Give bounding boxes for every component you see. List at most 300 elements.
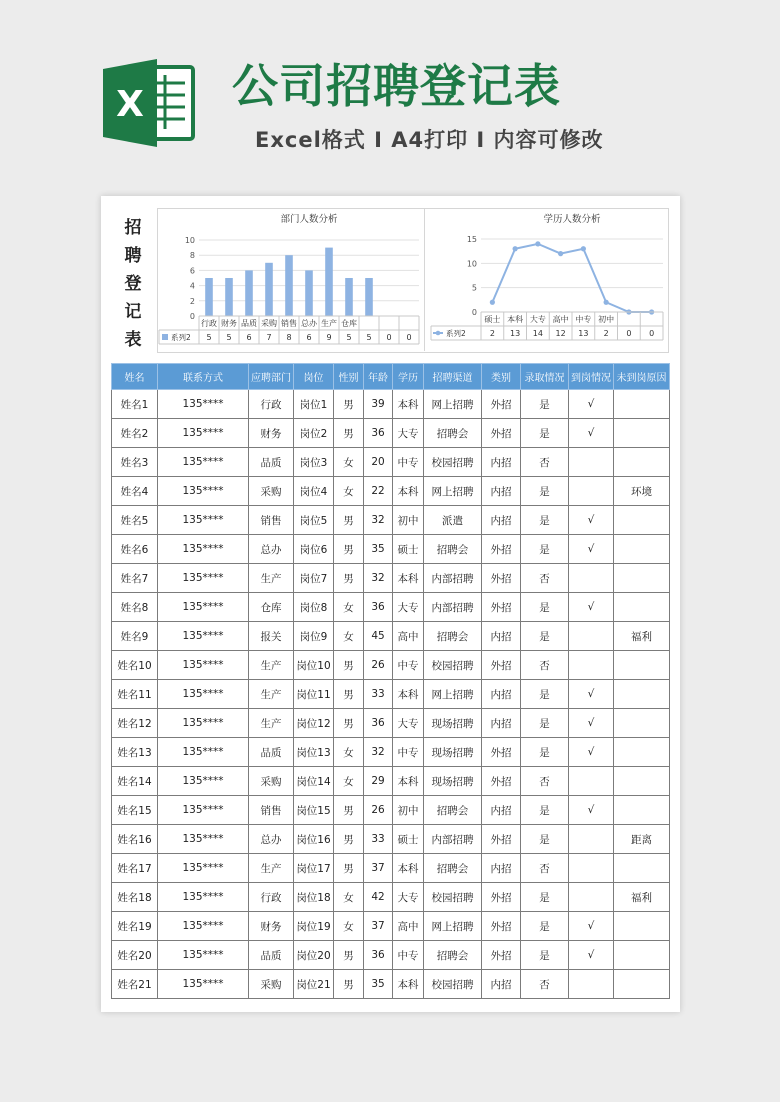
x-category-label: 品质 (241, 319, 257, 328)
cell-name[interactable]: 姓名14 (112, 767, 158, 796)
cell-position[interactable]: 岗位11 (294, 680, 334, 709)
cell-channel[interactable]: 招聘会 (424, 419, 482, 448)
cell-admission[interactable]: 是 (521, 709, 569, 738)
cell-absence-reason[interactable] (614, 651, 670, 680)
cell-arrival[interactable]: √ (569, 535, 614, 564)
column-header-education[interactable]: 学历 (393, 364, 424, 390)
cell-admission[interactable]: 否 (521, 970, 569, 999)
cell-contact[interactable]: 135**** (158, 477, 249, 506)
cell-category[interactable]: 外招 (482, 825, 521, 854)
cell-contact[interactable]: 135**** (158, 390, 249, 419)
cell-department[interactable]: 销售 (249, 506, 294, 535)
cell-education[interactable]: 本科 (393, 680, 424, 709)
cell-admission[interactable]: 否 (521, 651, 569, 680)
column-header-gender[interactable]: 性别 (334, 364, 364, 390)
cell-contact[interactable]: 135**** (158, 738, 249, 767)
cell-absence-reason[interactable] (614, 912, 670, 941)
column-header-position[interactable]: 岗位 (294, 364, 334, 390)
cell-channel[interactable]: 现场招聘 (424, 709, 482, 738)
cell-contact[interactable]: 135**** (158, 535, 249, 564)
cell-education[interactable]: 本科 (393, 767, 424, 796)
cell-gender[interactable]: 女 (334, 593, 364, 622)
cell-arrival[interactable] (569, 883, 614, 912)
cell-position[interactable]: 岗位14 (294, 767, 334, 796)
cell-education[interactable]: 初中 (393, 796, 424, 825)
cell-age[interactable]: 22 (364, 477, 393, 506)
cell-age[interactable]: 45 (364, 622, 393, 651)
chart-title: 部门人数分析 (280, 214, 338, 225)
cell-gender[interactable]: 女 (334, 477, 364, 506)
cell-category[interactable]: 内招 (482, 622, 521, 651)
cell-category[interactable]: 外招 (482, 883, 521, 912)
cell-gender[interactable]: 男 (334, 709, 364, 738)
cell-department[interactable]: 采购 (249, 767, 294, 796)
cell-arrival[interactable]: √ (569, 738, 614, 767)
x-category-label: 高中 (552, 315, 569, 324)
y-tick-label: 0 (471, 308, 477, 317)
data-value-label: 0 (649, 329, 655, 338)
cell-admission[interactable]: 是 (521, 593, 569, 622)
cell-education[interactable]: 大专 (393, 883, 424, 912)
cell-gender[interactable]: 女 (334, 448, 364, 477)
cell-absence-reason[interactable] (614, 709, 670, 738)
cell-name[interactable]: 姓名19 (112, 912, 158, 941)
cell-admission[interactable]: 是 (521, 738, 569, 767)
cell-age[interactable]: 36 (364, 941, 393, 970)
cell-absence-reason[interactable]: 环境 (614, 477, 670, 506)
cell-category[interactable]: 外招 (482, 419, 521, 448)
cell-name[interactable]: 姓名10 (112, 651, 158, 680)
cell-department[interactable]: 行政 (249, 883, 294, 912)
cell-arrival[interactable] (569, 767, 614, 796)
cell-name[interactable]: 姓名4 (112, 477, 158, 506)
cell-age[interactable]: 42 (364, 883, 393, 912)
cell-gender[interactable]: 女 (334, 883, 364, 912)
cell-position[interactable]: 岗位1 (294, 390, 334, 419)
cell-category[interactable]: 外招 (482, 564, 521, 593)
cell-channel[interactable]: 招聘会 (424, 622, 482, 651)
cell-gender[interactable]: 女 (334, 912, 364, 941)
cell-admission[interactable]: 是 (521, 477, 569, 506)
cell-age[interactable]: 32 (364, 738, 393, 767)
cell-category[interactable]: 外招 (482, 390, 521, 419)
cell-name[interactable]: 姓名12 (112, 709, 158, 738)
cell-channel[interactable]: 招聘会 (424, 535, 482, 564)
cell-arrival[interactable] (569, 448, 614, 477)
cell-arrival[interactable]: √ (569, 593, 614, 622)
cell-contact[interactable]: 135**** (158, 825, 249, 854)
cell-department[interactable]: 生产 (249, 709, 294, 738)
cell-education[interactable]: 硕士 (393, 825, 424, 854)
cell-age[interactable]: 32 (364, 564, 393, 593)
cell-education[interactable]: 本科 (393, 564, 424, 593)
cell-education[interactable]: 高中 (393, 622, 424, 651)
cell-education[interactable]: 高中 (393, 912, 424, 941)
x-category-label: 采购 (261, 319, 277, 328)
cell-contact[interactable]: 135**** (158, 767, 249, 796)
cell-absence-reason[interactable] (614, 767, 670, 796)
cell-gender[interactable]: 男 (334, 680, 364, 709)
cell-admission[interactable]: 是 (521, 622, 569, 651)
excel-logo-icon (101, 57, 197, 149)
cell-education[interactable]: 本科 (393, 970, 424, 999)
cell-age[interactable]: 36 (364, 593, 393, 622)
cell-gender[interactable]: 男 (334, 506, 364, 535)
cell-gender[interactable]: 男 (334, 651, 364, 680)
cell-education[interactable]: 中专 (393, 941, 424, 970)
cell-absence-reason[interactable]: 距离 (614, 825, 670, 854)
cell-name[interactable]: 姓名13 (112, 738, 158, 767)
cell-department[interactable]: 财务 (249, 912, 294, 941)
column-header-absence-reason[interactable]: 未到岗原因 (614, 364, 670, 390)
cell-channel[interactable]: 内部招聘 (424, 564, 482, 593)
cell-arrival[interactable] (569, 622, 614, 651)
cell-age[interactable]: 26 (364, 796, 393, 825)
cell-contact[interactable]: 135**** (158, 448, 249, 477)
cell-contact[interactable]: 135**** (158, 941, 249, 970)
y-tick-label: 10 (184, 236, 195, 245)
cell-channel[interactable]: 招聘会 (424, 854, 482, 883)
cell-education[interactable]: 硕士 (393, 535, 424, 564)
cell-gender[interactable]: 男 (334, 390, 364, 419)
cell-arrival[interactable]: √ (569, 912, 614, 941)
cell-education[interactable]: 大专 (393, 593, 424, 622)
cell-category[interactable]: 内招 (482, 448, 521, 477)
cell-arrival[interactable] (569, 854, 614, 883)
cell-category[interactable]: 外招 (482, 651, 521, 680)
cell-gender[interactable]: 男 (334, 825, 364, 854)
department-bar-chart[interactable] (157, 208, 423, 350)
cell-category[interactable]: 外招 (482, 941, 521, 970)
data-value-label: 7 (266, 333, 272, 342)
cell-absence-reason[interactable] (614, 448, 670, 477)
cell-department[interactable]: 生产 (249, 854, 294, 883)
cell-age[interactable]: 29 (364, 767, 393, 796)
cell-channel[interactable]: 网上招聘 (424, 912, 482, 941)
cell-channel[interactable]: 内部招聘 (424, 593, 482, 622)
cell-position[interactable]: 岗位20 (294, 941, 334, 970)
cell-department[interactable]: 总办 (249, 535, 294, 564)
data-value-label: 8 (286, 333, 292, 342)
cell-gender[interactable]: 女 (334, 622, 364, 651)
cell-arrival[interactable]: √ (569, 419, 614, 448)
cell-name[interactable]: 姓名21 (112, 970, 158, 999)
cell-age[interactable]: 35 (364, 535, 393, 564)
cell-age[interactable]: 35 (364, 970, 393, 999)
cell-department[interactable]: 品质 (249, 448, 294, 477)
data-point (604, 300, 609, 305)
cell-position[interactable]: 岗位18 (294, 883, 334, 912)
cell-age[interactable]: 32 (364, 506, 393, 535)
cell-position[interactable]: 岗位16 (294, 825, 334, 854)
cell-position[interactable]: 岗位4 (294, 477, 334, 506)
data-point (535, 241, 540, 246)
column-header-admission[interactable]: 录取情况 (521, 364, 569, 390)
y-tick-label: 6 (189, 266, 195, 276)
cell-department[interactable]: 仓库 (249, 593, 294, 622)
cell-channel[interactable]: 内部招聘 (424, 825, 482, 854)
cell-absence-reason[interactable] (614, 419, 670, 448)
cell-absence-reason[interactable] (614, 680, 670, 709)
column-header-channel[interactable]: 招聘渠道 (424, 364, 482, 390)
data-point (558, 251, 563, 256)
data-point (490, 300, 495, 305)
cell-category[interactable]: 内招 (482, 506, 521, 535)
cell-arrival[interactable]: √ (569, 390, 614, 419)
cell-position[interactable]: 岗位3 (294, 448, 334, 477)
cell-arrival[interactable]: √ (569, 796, 614, 825)
cell-name[interactable]: 姓名11 (112, 680, 158, 709)
column-header-department[interactable]: 应聘部门 (249, 364, 294, 390)
cell-name[interactable]: 姓名20 (112, 941, 158, 970)
cell-admission[interactable]: 否 (521, 767, 569, 796)
y-tick-label: 5 (471, 283, 477, 293)
cell-age[interactable]: 36 (364, 419, 393, 448)
cell-department[interactable]: 销售 (249, 796, 294, 825)
cell-position[interactable]: 岗位13 (294, 738, 334, 767)
cell-gender[interactable]: 男 (334, 970, 364, 999)
table-row (112, 854, 670, 883)
cell-arrival[interactable]: √ (569, 709, 614, 738)
cell-gender[interactable]: 男 (334, 854, 364, 883)
cell-education[interactable]: 中专 (393, 448, 424, 477)
cell-name[interactable]: 姓名9 (112, 622, 158, 651)
cell-arrival[interactable]: √ (569, 680, 614, 709)
cell-age[interactable]: 37 (364, 912, 393, 941)
cell-department[interactable]: 品质 (249, 941, 294, 970)
cell-age[interactable]: 20 (364, 448, 393, 477)
cell-position[interactable]: 岗位6 (294, 535, 334, 564)
data-value-label: 14 (532, 329, 543, 338)
cell-department[interactable]: 财务 (249, 419, 294, 448)
cell-admission[interactable]: 是 (521, 796, 569, 825)
cell-arrival[interactable]: √ (569, 506, 614, 535)
cell-contact[interactable]: 135**** (158, 651, 249, 680)
cell-age[interactable]: 26 (364, 651, 393, 680)
cell-channel[interactable]: 招聘会 (424, 941, 482, 970)
cell-age[interactable]: 33 (364, 680, 393, 709)
cell-channel[interactable]: 校园招聘 (424, 651, 482, 680)
cell-position[interactable]: 岗位2 (294, 419, 334, 448)
cell-admission[interactable]: 是 (521, 825, 569, 854)
cell-absence-reason[interactable] (614, 738, 670, 767)
cell-name[interactable]: 姓名16 (112, 825, 158, 854)
cell-name[interactable]: 姓名7 (112, 564, 158, 593)
cell-channel[interactable]: 校园招聘 (424, 883, 482, 912)
cell-education[interactable]: 本科 (393, 390, 424, 419)
data-value-label: 0 (626, 329, 632, 338)
x-category-label: 总办 (301, 319, 317, 328)
cell-arrival[interactable] (569, 970, 614, 999)
cell-arrival[interactable] (569, 477, 614, 506)
cell-contact[interactable]: 135**** (158, 680, 249, 709)
cell-absence-reason[interactable] (614, 970, 670, 999)
cell-category[interactable]: 外招 (482, 593, 521, 622)
cell-channel[interactable]: 现场招聘 (424, 738, 482, 767)
cell-education[interactable]: 本科 (393, 854, 424, 883)
cell-category[interactable]: 内招 (482, 970, 521, 999)
cell-education[interactable]: 初中 (393, 506, 424, 535)
cell-category[interactable]: 外招 (482, 767, 521, 796)
cell-category[interactable]: 外招 (482, 912, 521, 941)
cell-admission[interactable]: 否 (521, 564, 569, 593)
cell-department[interactable]: 总办 (249, 825, 294, 854)
cell-department[interactable]: 品质 (249, 738, 294, 767)
cell-contact[interactable]: 135**** (158, 593, 249, 622)
cell-position[interactable]: 岗位17 (294, 854, 334, 883)
cell-education[interactable]: 中专 (393, 738, 424, 767)
column-header-name[interactable]: 姓名 (112, 364, 158, 390)
cell-position[interactable]: 岗位15 (294, 796, 334, 825)
education-line-chart[interactable] (429, 208, 667, 350)
cell-admission[interactable]: 是 (521, 941, 569, 970)
cell-absence-reason[interactable] (614, 854, 670, 883)
table-row (112, 680, 670, 709)
column-header-age[interactable]: 年龄 (364, 364, 393, 390)
cell-age[interactable]: 33 (364, 825, 393, 854)
cell-category[interactable]: 内招 (482, 854, 521, 883)
cell-age[interactable]: 36 (364, 709, 393, 738)
cell-name[interactable]: 姓名3 (112, 448, 158, 477)
cell-category[interactable]: 外招 (482, 738, 521, 767)
y-tick-label: 0 (189, 312, 195, 321)
cell-name[interactable]: 姓名8 (112, 593, 158, 622)
bar (325, 248, 333, 316)
cell-position[interactable]: 岗位5 (294, 506, 334, 535)
cell-category[interactable]: 内招 (482, 796, 521, 825)
data-value-label: 2 (489, 329, 495, 338)
cell-department[interactable]: 采购 (249, 477, 294, 506)
table-row (112, 622, 670, 651)
cell-contact[interactable]: 135**** (158, 970, 249, 999)
cell-absence-reason[interactable] (614, 535, 670, 564)
cell-name[interactable]: 姓名17 (112, 854, 158, 883)
cell-age[interactable]: 37 (364, 854, 393, 883)
cell-name[interactable]: 姓名15 (112, 796, 158, 825)
cell-category[interactable]: 外招 (482, 535, 521, 564)
cell-absence-reason[interactable]: 福利 (614, 622, 670, 651)
cell-contact[interactable]: 135**** (158, 796, 249, 825)
cell-contact[interactable]: 135**** (158, 622, 249, 651)
cell-education[interactable]: 本科 (393, 477, 424, 506)
cell-absence-reason[interactable] (614, 506, 670, 535)
cell-department[interactable]: 行政 (249, 390, 294, 419)
x-category-label: 本科 (507, 315, 524, 324)
x-category-label: 大专 (529, 315, 546, 324)
cell-gender[interactable]: 女 (334, 767, 364, 796)
cell-admission[interactable]: 是 (521, 912, 569, 941)
data-value-label: 5 (226, 333, 232, 342)
cell-name[interactable]: 姓名2 (112, 419, 158, 448)
cell-education[interactable]: 大专 (393, 419, 424, 448)
cell-admission[interactable]: 是 (521, 883, 569, 912)
cell-department[interactable]: 报关 (249, 622, 294, 651)
cell-admission[interactable]: 是 (521, 419, 569, 448)
cell-position[interactable]: 岗位19 (294, 912, 334, 941)
cell-education[interactable]: 中专 (393, 651, 424, 680)
cell-position[interactable]: 岗位9 (294, 622, 334, 651)
data-value-label: 5 (346, 333, 352, 342)
cell-absence-reason[interactable] (614, 796, 670, 825)
cell-channel[interactable]: 校园招聘 (424, 448, 482, 477)
cell-admission[interactable]: 否 (521, 448, 569, 477)
cell-position[interactable]: 岗位21 (294, 970, 334, 999)
cell-gender[interactable]: 男 (334, 796, 364, 825)
cell-channel[interactable]: 招聘会 (424, 796, 482, 825)
column-header-arrival[interactable]: 到岗情况 (569, 364, 614, 390)
cell-category[interactable]: 内招 (482, 709, 521, 738)
cell-contact[interactable]: 135**** (158, 883, 249, 912)
cell-contact[interactable]: 135**** (158, 419, 249, 448)
cell-channel[interactable]: 派遣 (424, 506, 482, 535)
cell-channel[interactable]: 校园招聘 (424, 970, 482, 999)
cell-gender[interactable]: 女 (334, 738, 364, 767)
cell-department[interactable]: 生产 (249, 564, 294, 593)
cell-category[interactable]: 内招 (482, 477, 521, 506)
cell-contact[interactable]: 135**** (158, 709, 249, 738)
cell-name[interactable]: 姓名6 (112, 535, 158, 564)
cell-department[interactable]: 生产 (249, 651, 294, 680)
cell-admission[interactable]: 否 (521, 854, 569, 883)
cell-gender[interactable]: 男 (334, 535, 364, 564)
cell-arrival[interactable] (569, 651, 614, 680)
cell-arrival[interactable]: √ (569, 941, 614, 970)
cell-absence-reason[interactable] (614, 564, 670, 593)
cell-category[interactable]: 内招 (482, 680, 521, 709)
cell-gender[interactable]: 男 (334, 419, 364, 448)
cell-position[interactable]: 岗位10 (294, 651, 334, 680)
cell-contact[interactable]: 135**** (158, 912, 249, 941)
cell-name[interactable]: 姓名1 (112, 390, 158, 419)
cell-department[interactable]: 生产 (249, 680, 294, 709)
cell-department[interactable]: 采购 (249, 970, 294, 999)
cell-absence-reason[interactable] (614, 941, 670, 970)
cell-position[interactable]: 岗位7 (294, 564, 334, 593)
cell-channel[interactable]: 现场招聘 (424, 767, 482, 796)
cell-absence-reason[interactable]: 福利 (614, 883, 670, 912)
table-row (112, 390, 670, 419)
cell-channel[interactable]: 网上招聘 (424, 477, 482, 506)
cell-channel[interactable]: 网上招聘 (424, 390, 482, 419)
cell-position[interactable]: 岗位8 (294, 593, 334, 622)
cell-age[interactable]: 39 (364, 390, 393, 419)
cell-arrival[interactable] (569, 825, 614, 854)
cell-absence-reason[interactable] (614, 390, 670, 419)
cell-channel[interactable]: 网上招聘 (424, 680, 482, 709)
side-title: 招聘登记表 (124, 218, 142, 350)
cell-name[interactable]: 姓名5 (112, 506, 158, 535)
cell-arrival[interactable] (569, 564, 614, 593)
cell-admission[interactable]: 是 (521, 506, 569, 535)
table-row (112, 709, 670, 738)
cell-name[interactable]: 姓名18 (112, 883, 158, 912)
cell-admission[interactable]: 是 (521, 535, 569, 564)
cell-position[interactable]: 岗位12 (294, 709, 334, 738)
cell-contact[interactable]: 135**** (158, 854, 249, 883)
bar (225, 278, 233, 316)
cell-admission[interactable]: 是 (521, 390, 569, 419)
cell-gender[interactable]: 男 (334, 564, 364, 593)
cell-admission[interactable]: 是 (521, 680, 569, 709)
cell-gender[interactable]: 男 (334, 941, 364, 970)
data-value-label: 13 (578, 329, 589, 338)
cell-contact[interactable]: 135**** (158, 506, 249, 535)
column-header-contact[interactable]: 联系方式 (158, 364, 249, 390)
cell-absence-reason[interactable] (614, 593, 670, 622)
cell-contact[interactable]: 135**** (158, 564, 249, 593)
column-header-category[interactable]: 类别 (482, 364, 521, 390)
cell-education[interactable]: 大专 (393, 709, 424, 738)
